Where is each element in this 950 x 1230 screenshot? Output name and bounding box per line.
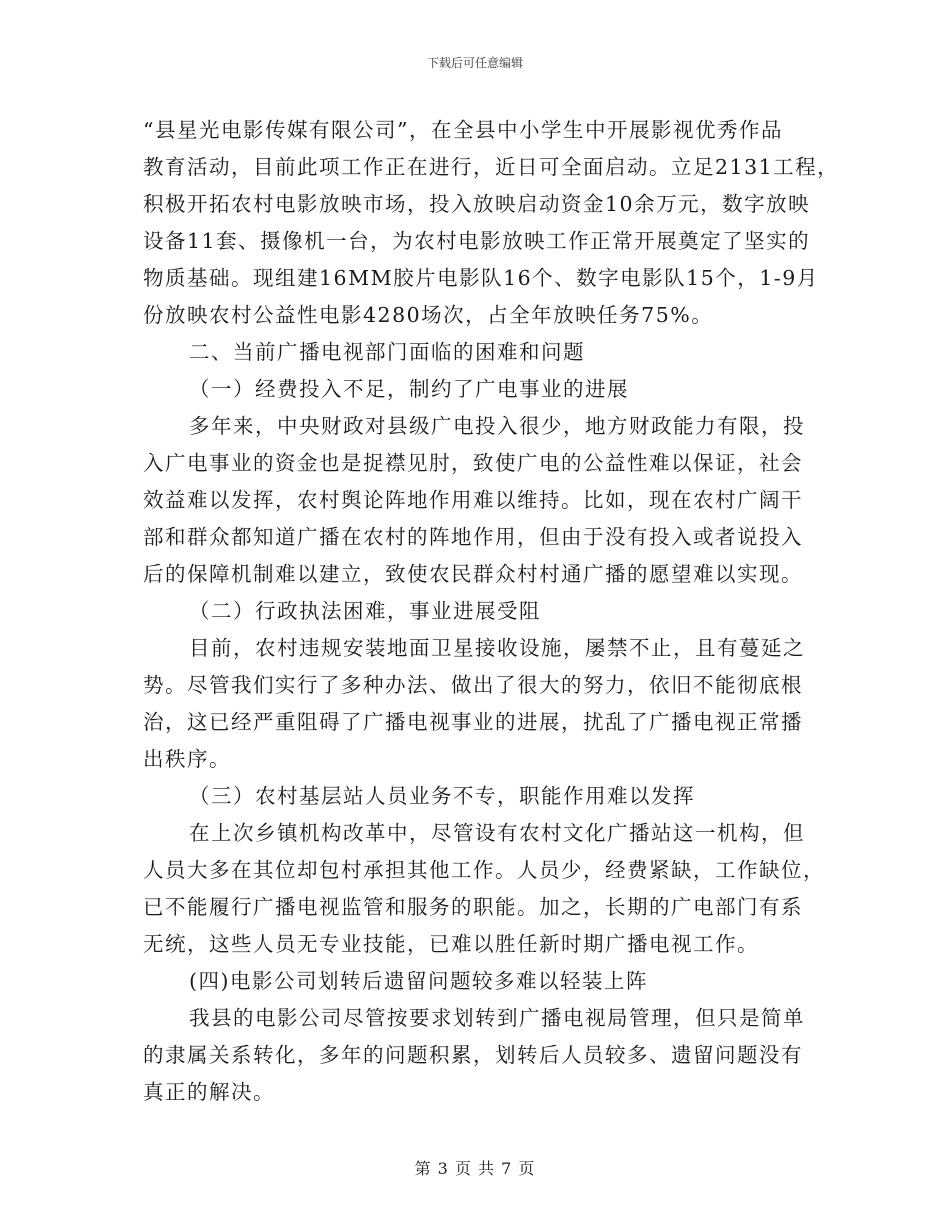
body-line: 部和群众都知道广播在农村的阵地作用，但由于没有投入或者说投入 [143,525,803,549]
body-line: 我县的电影公司尽管按要求划转到广播电视局管理，但只是简单 [189,1006,805,1030]
subsection-heading: (四)电影公司划转后遗留问题较多难以轻装上阵 [189,969,648,993]
body-line: 人员大多在其位却包村承担其他工作。人员少，经费紧缺，工作缺位， [143,858,825,882]
body-line: 设备11套、摄像机一台，为农村电影放映工作正常开展奠定了坚实的 [143,229,811,253]
subsection-heading: （一）经费投入不足，制约了广电事业的进展 [189,377,629,401]
body-line: 效益难以发挥，农村舆论阵地作用难以维持。比如，现在农村广阔干 [143,488,803,512]
page-header-note: 下载后可任意编辑 [426,56,523,70]
body-line: 份放映农村公益性电影4280场次，占全年放映任务75%。 [143,303,714,327]
body-line: 目前，农村违规安装地面卫星接收设施，屡禁不止，且有蔓延之 [189,636,805,660]
document-body [143,112,840,1111]
body-line: 在上次乡镇机构改革中，尽管设有农村文化广播站这一机构，但 [189,821,805,845]
body-line: 治，这已经严重阻碍了广播电视事业的进展，扰乱了广播电视正常播 [143,710,803,734]
body-line: 已不能履行广播电视监管和服务的职能。加之，长期的广电部门有系 [143,895,803,919]
body-line: 入广电事业的资金也是捉襟见肘，致使广电的公益性难以保证，社会 [143,451,803,475]
page-number: 第 3 页 共 7 页 [414,1159,536,1178]
subsection-heading: （二）行政执法困难，事业进展受阻 [189,599,541,623]
body-line: 出秩序。 [143,747,231,771]
body-line: 积极开拓农村电影放映市场，投入放映启动资金10余万元，数字放映 [143,192,811,216]
body-line: 物质基础。现组建16MM胶片电影队16个、数字电影队15个，1-9月 [143,266,819,290]
subsection-heading: （三）农村基层站人员业务不专，职能作用难以发挥 [189,784,695,808]
body-line: 教育活动，目前此项工作正在进行，近日可全面启动。立足2131工程， [143,155,840,179]
body-line: 后的保障机制难以建立，致使农民群众村村通广播的愿望难以实现。 [143,562,803,586]
body-line: 真正的解决。 [143,1080,275,1104]
section-heading: 二、当前广播电视部门面临的困难和问题 [189,340,585,364]
body-line: “县星光电影传媒有限公司”，在全县中小学生中开展影视优秀作品 [143,118,783,142]
body-line: 多年来，中央财政对县级广电投入很少，地方财政能力有限，投 [189,414,805,438]
body-line: 无统，这些人员无专业技能，已难以胜任新时期广播电视工作。 [143,932,759,956]
body-line: 的隶属关系转化，多年的问题积累，划转后人员较多、遗留问题没有 [143,1043,803,1067]
body-line: 势。尽管我们实行了多种办法、做出了很大的努力，依旧不能彻底根 [143,673,803,697]
